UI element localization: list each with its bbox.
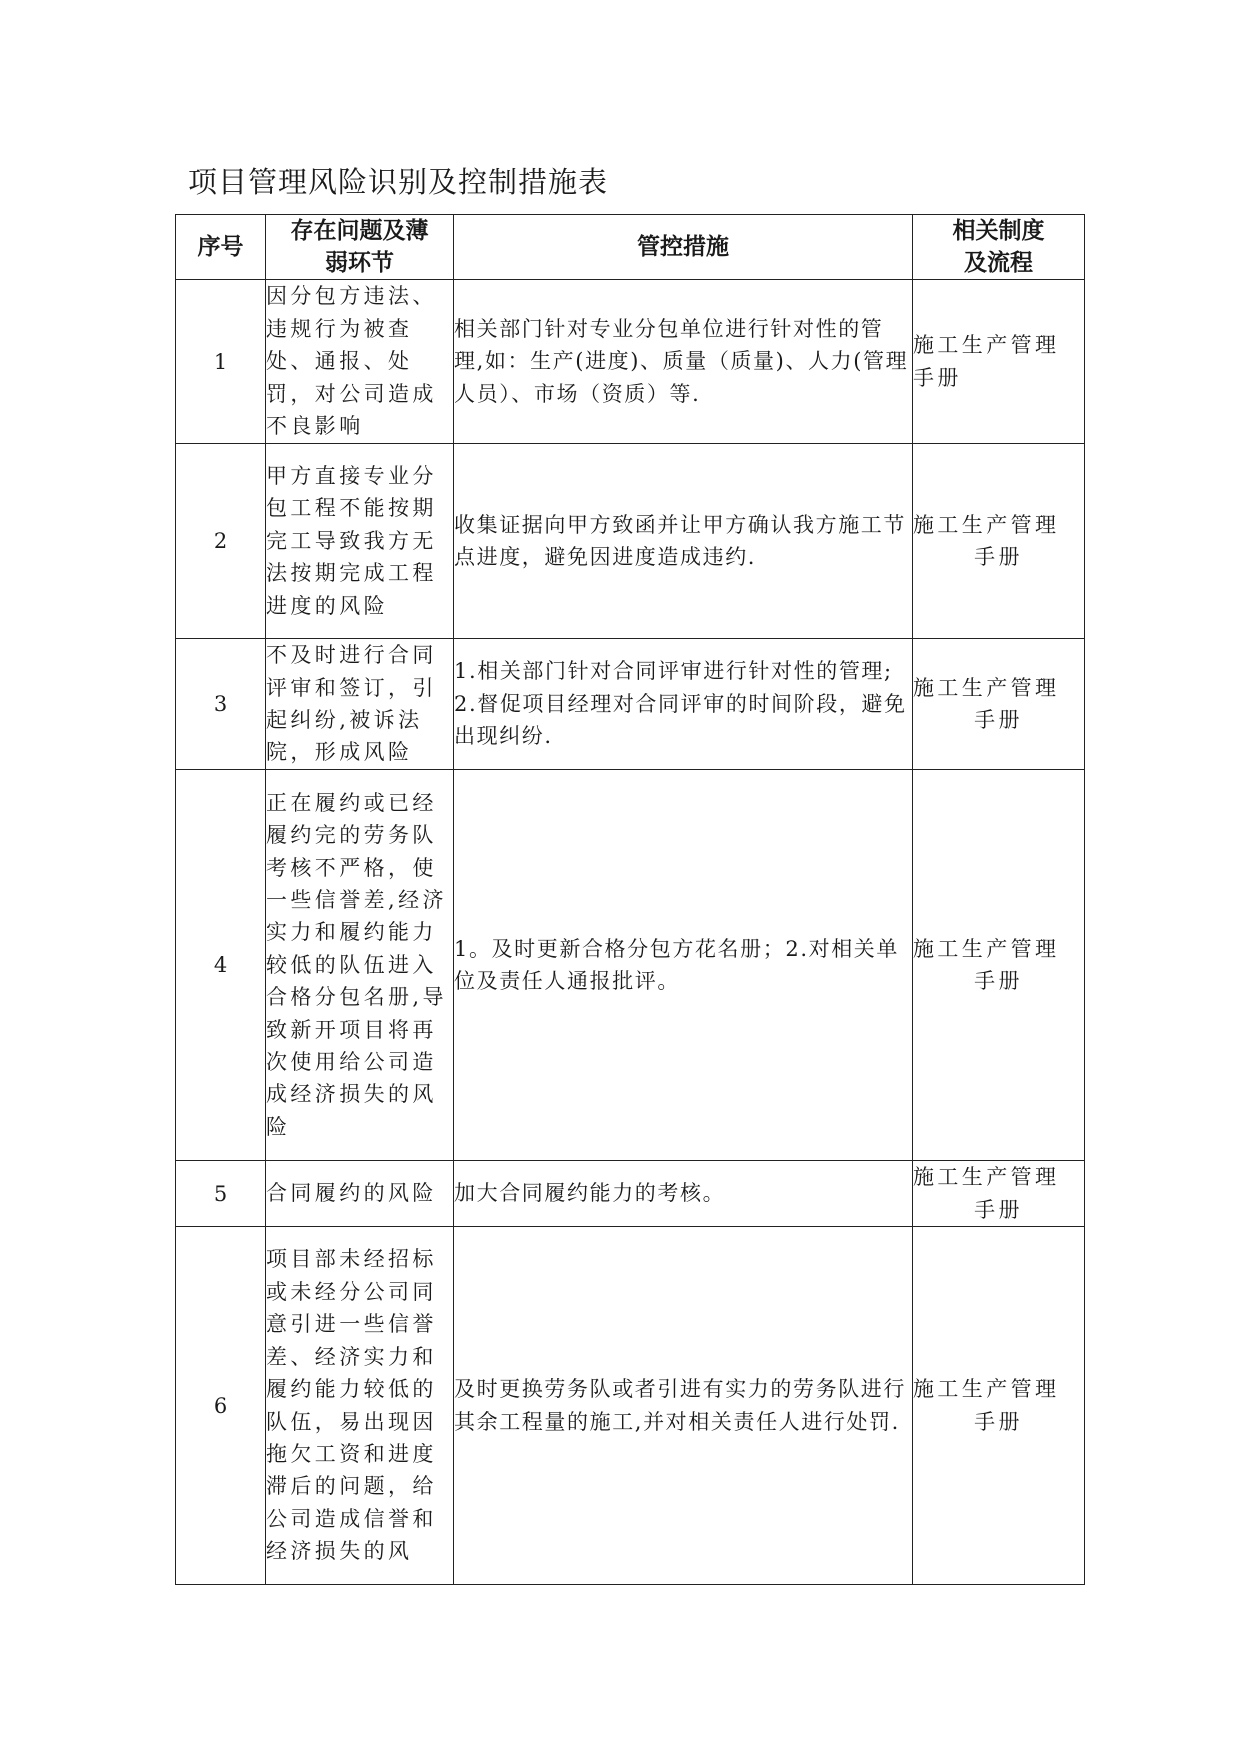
table-row [176, 770, 1085, 1161]
header-measure: 管控措施 [454, 215, 913, 280]
risk-control-table [175, 214, 1085, 1585]
row-number: 6 [176, 1227, 266, 1585]
measure-cell: 1.相关部门针对合同评审进行针对性的管理;2.督促项目经理对合同评审的时间阶段，避免出现纠纷. [454, 639, 913, 770]
table-row [176, 1161, 1085, 1227]
system-name-line2: 手册 [974, 545, 1023, 569]
measure-cell: 加大合同履约能力的考核。 [454, 1161, 913, 1227]
table-row [176, 1227, 1085, 1585]
row-number: 5 [176, 1161, 266, 1227]
system-cell [913, 444, 1085, 639]
measure-cell: 收集证据向甲方致函并让甲方确认我方施工节点进度，避免因进度造成违约. [454, 444, 913, 639]
row-number: 3 [176, 639, 266, 770]
row-number: 2 [176, 444, 266, 639]
table-row [176, 280, 1085, 444]
issue-cell: 甲方直接专业分包工程不能按期完工导致我方无法按期完成工程进度的风险 [266, 444, 454, 639]
table-row [176, 639, 1085, 770]
measure-cell: 1。及时更新合格分包方花名册；2.对相关单位及责任人通报批评。 [454, 770, 913, 1161]
system-name-line2: 手册 [974, 1197, 1023, 1222]
table-row [176, 444, 1085, 639]
system-cell [913, 280, 1085, 444]
system-name-line2: 手册 [974, 1409, 1023, 1434]
system-name-line1: 施工生产管理 [913, 512, 1060, 537]
system-cell [913, 1161, 1085, 1227]
system-name-line1: 施工生产管理 [913, 333, 1060, 358]
measure-cell: 及时更换劳务队或者引进有实力的劳务队进行其余工程量的施工,并对相关责任人进行处罚. [454, 1227, 913, 1585]
header-issue: 存在问题及薄弱环节 [266, 215, 454, 280]
system-cell [913, 639, 1085, 770]
issue-cell: 合同履约的风险 [266, 1161, 454, 1227]
system-name-line2: 手册 [974, 708, 1023, 732]
system-name-line2: 手册 [974, 969, 1023, 993]
system-name-line1: 施工生产管理 [913, 1377, 1060, 1402]
row-number: 1 [176, 280, 266, 444]
table-header-row [176, 215, 1085, 280]
system-name-line1: 施工生产管理 [913, 675, 1060, 700]
row-number: 4 [176, 770, 266, 1161]
issue-cell: 因分包方违法、违规行为被查处、通报、处罚，对公司造成不良影响 [266, 280, 454, 444]
system-cell [913, 770, 1085, 1161]
issue-cell: 正在履约或已经履约完的劳务队考核不严格，使一些信誉差,经济实力和履约能力较低的队伍进入合格分包名册,导致新开项目将再次使用给公司造成经济损失的风险 [266, 770, 454, 1161]
header-no: 序号 [176, 215, 266, 280]
system-name-line1: 施工生产管理 [913, 1165, 1060, 1190]
issue-cell: 不及时进行合同评审和签订，引起纠纷,被诉法院，形成风险 [266, 639, 454, 770]
system-cell [913, 1227, 1085, 1585]
measure-cell: 相关部门针对专业分包单位进行针对性的管理,如：生产(进度)、质量（质量)、人力(管理人员）、市场（资质）等. [454, 280, 913, 444]
header-system: 相关制度及流程 [913, 215, 1085, 280]
document-title: 项目管理风险识别及控制措施表 [188, 165, 609, 199]
system-name-line1: 施工生产管理 [913, 936, 1060, 961]
issue-cell: 项目部未经招标或未经分公司同意引进一些信誉差、经济实力和履约能力较低的队伍，易出现因拖欠工资和进度滞后的问题，给公司造成信誉和经济损失的风 [266, 1227, 454, 1585]
system-name-line2: 手册 [913, 365, 962, 390]
